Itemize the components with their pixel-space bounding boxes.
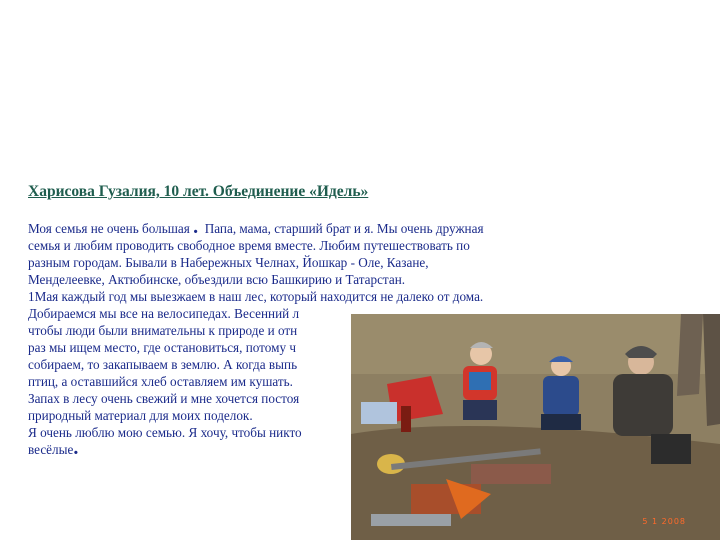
- photo-date-stamp: 5 1 2008: [642, 517, 686, 526]
- text-line: раз мы ищем место, где остановиться, потому ч: [28, 340, 296, 355]
- slide-title: Харисова Гузалия, 10 лет. Объединение «Идель»: [28, 183, 369, 200]
- text-line: весёлые.: [28, 437, 79, 459]
- text-line: Я очень люблю мою семью. Я хочу, чтобы никто: [28, 425, 302, 440]
- text-line: 1Мая каждый год мы выезжаем в наш лес, который находится не далеко от дома.: [28, 289, 484, 304]
- text-line: Запах в лесу очень свежий и мне хочется постоя: [28, 391, 300, 406]
- text-line: собираем, то закапываем в землю. А когда выпь: [28, 357, 298, 372]
- text-line: Добираемся мы все на велосипедах. Весенний л: [28, 306, 300, 321]
- text-line: семья и любим проводить свободное время вместе. Любим путешествовать по: [28, 238, 470, 253]
- text-line: разным городам. Бывали в Набережных Челнах, Йошкар - Оле, Казане,: [28, 255, 429, 270]
- text-line: Менделеевке, Актюбинске, объездили всю Башкирию и Татарстан.: [28, 272, 406, 287]
- text-line: птиц, а оставшийся хлеб оставляем им кушать.: [28, 374, 293, 389]
- family-picnic-photo: [351, 314, 720, 540]
- text-line: Моя семья не очень большая . Папа, мама, старший брат и я. Мы очень дружная: [28, 216, 484, 238]
- text-line: чтобы люди были внимательны к природе и отн: [28, 323, 298, 338]
- text-line: природный материал для моих поделок.: [28, 408, 253, 423]
- photo-illustration: [351, 314, 720, 540]
